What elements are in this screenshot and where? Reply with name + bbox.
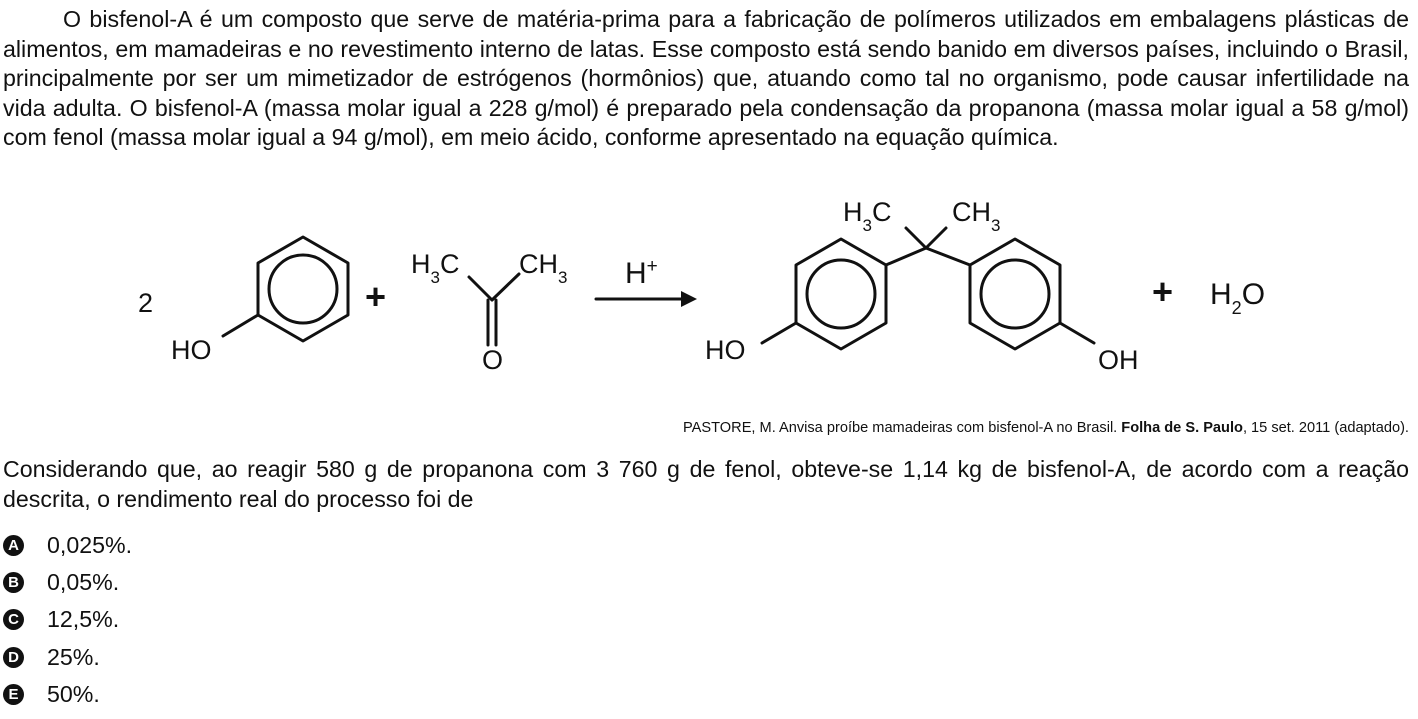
- option-c-text: 12,5%.: [47, 605, 120, 632]
- acetone-left-bond: [469, 277, 492, 300]
- water-label: $H_2O$: [1210, 278, 1266, 318]
- bpa-left-link-bond: [886, 248, 926, 265]
- bpa-right-link-bond: [926, 248, 970, 265]
- option-a-letter-badge: A: [3, 535, 24, 556]
- option-e-text: 50%.: [47, 680, 100, 707]
- option-d-text: 25%.: [47, 643, 100, 670]
- citation-date: , 15 set. 2011 (adaptado).: [1242, 420, 1409, 436]
- bpa-left-oh-bond: [762, 323, 796, 343]
- option-a[interactable]: [3, 530, 132, 560]
- catalyst-label: H+: [625, 256, 658, 290]
- option-b[interactable]: [3, 567, 119, 597]
- acetone-oxygen-label: O: [482, 345, 504, 375]
- citation-source: Folha de S. Paulo: [1121, 420, 1243, 436]
- option-e-letter-badge: E: [3, 684, 24, 705]
- bpa-methyl-left-bond: [906, 228, 926, 248]
- phenol-oh-bond: [223, 315, 258, 336]
- bpa-methyl-right-bond: [926, 228, 946, 248]
- bpa-ch3-label: $CH_3$: [952, 197, 1001, 235]
- acetone-ch3-label: $CH_3$: [519, 249, 568, 287]
- acetone-h3c-label: $H_3C$: [411, 249, 460, 287]
- bpa-h3c-label: $H_3C$: [843, 197, 892, 235]
- bpa-right-ring: [970, 239, 1060, 349]
- option-a-text: 0,025%.: [47, 531, 133, 558]
- option-b-letter-badge: B: [3, 572, 24, 593]
- option-e[interactable]: [3, 679, 100, 709]
- citation: [683, 418, 1409, 438]
- option-d[interactable]: [3, 642, 100, 672]
- acetone-right-bond: [492, 274, 519, 300]
- chemical-equation: [0, 190, 1418, 405]
- option-d-letter-badge: D: [3, 647, 24, 668]
- bpa-left-aromatic-circle: [807, 260, 875, 328]
- question-text: Considerando que, ao reagir 580 g de propanona com 3 760 g de fenol, obteve-se 1,14 kg de bisfenol-A, de acordo com a reação descrita, o rendimento real do processo foi de: [3, 456, 1409, 512]
- bpa-oh-label: OH: [1098, 345, 1139, 375]
- phenol-coefficient: 2: [138, 288, 154, 318]
- plus-sign-2: +: [1152, 271, 1174, 312]
- intro-paragraph: O bisfenol-A é um composto que serve de matéria-prima para a fabricação de polímeros utilizados em embalagens plásticas de alimentos, em mamadeiras e no revestimento interno de latas. Esse composto está sendo banido em diversos países, incluindo o Brasil, principalmente por ser um mimetizador de estrógenos (hormônios) que, atuando como tal no organismo, pode causar infertilidade na vida adulta. O bisfenol-A (massa molar igual a 228 g/mol) é preparado pela condensação da propanona (massa molar igual a 58 g/mol) com fenol (massa molar igual a 94 g/mol), em meio ácido, conforme apresentado na equação química.: [3, 6, 1409, 151]
- phenol-aromatic-circle: [269, 255, 337, 323]
- option-b-text: 0,05%.: [47, 568, 120, 595]
- reaction-arrow-head: [681, 291, 697, 307]
- option-c[interactable]: [3, 604, 119, 634]
- phenol-ho-label: HO: [171, 335, 212, 365]
- citation-text: PASTORE, M. Anvisa proíbe mamadeiras com bisfenol-A no Brasil.: [683, 420, 1122, 436]
- option-c-letter-badge: C: [3, 609, 24, 630]
- plus-sign-1: +: [365, 276, 387, 317]
- phenol-ring: [258, 237, 348, 341]
- bpa-ho-label: HO: [705, 335, 746, 365]
- bpa-right-aromatic-circle: [981, 260, 1049, 328]
- bpa-right-oh-bond: [1060, 323, 1094, 343]
- bpa-left-ring: [796, 239, 886, 349]
